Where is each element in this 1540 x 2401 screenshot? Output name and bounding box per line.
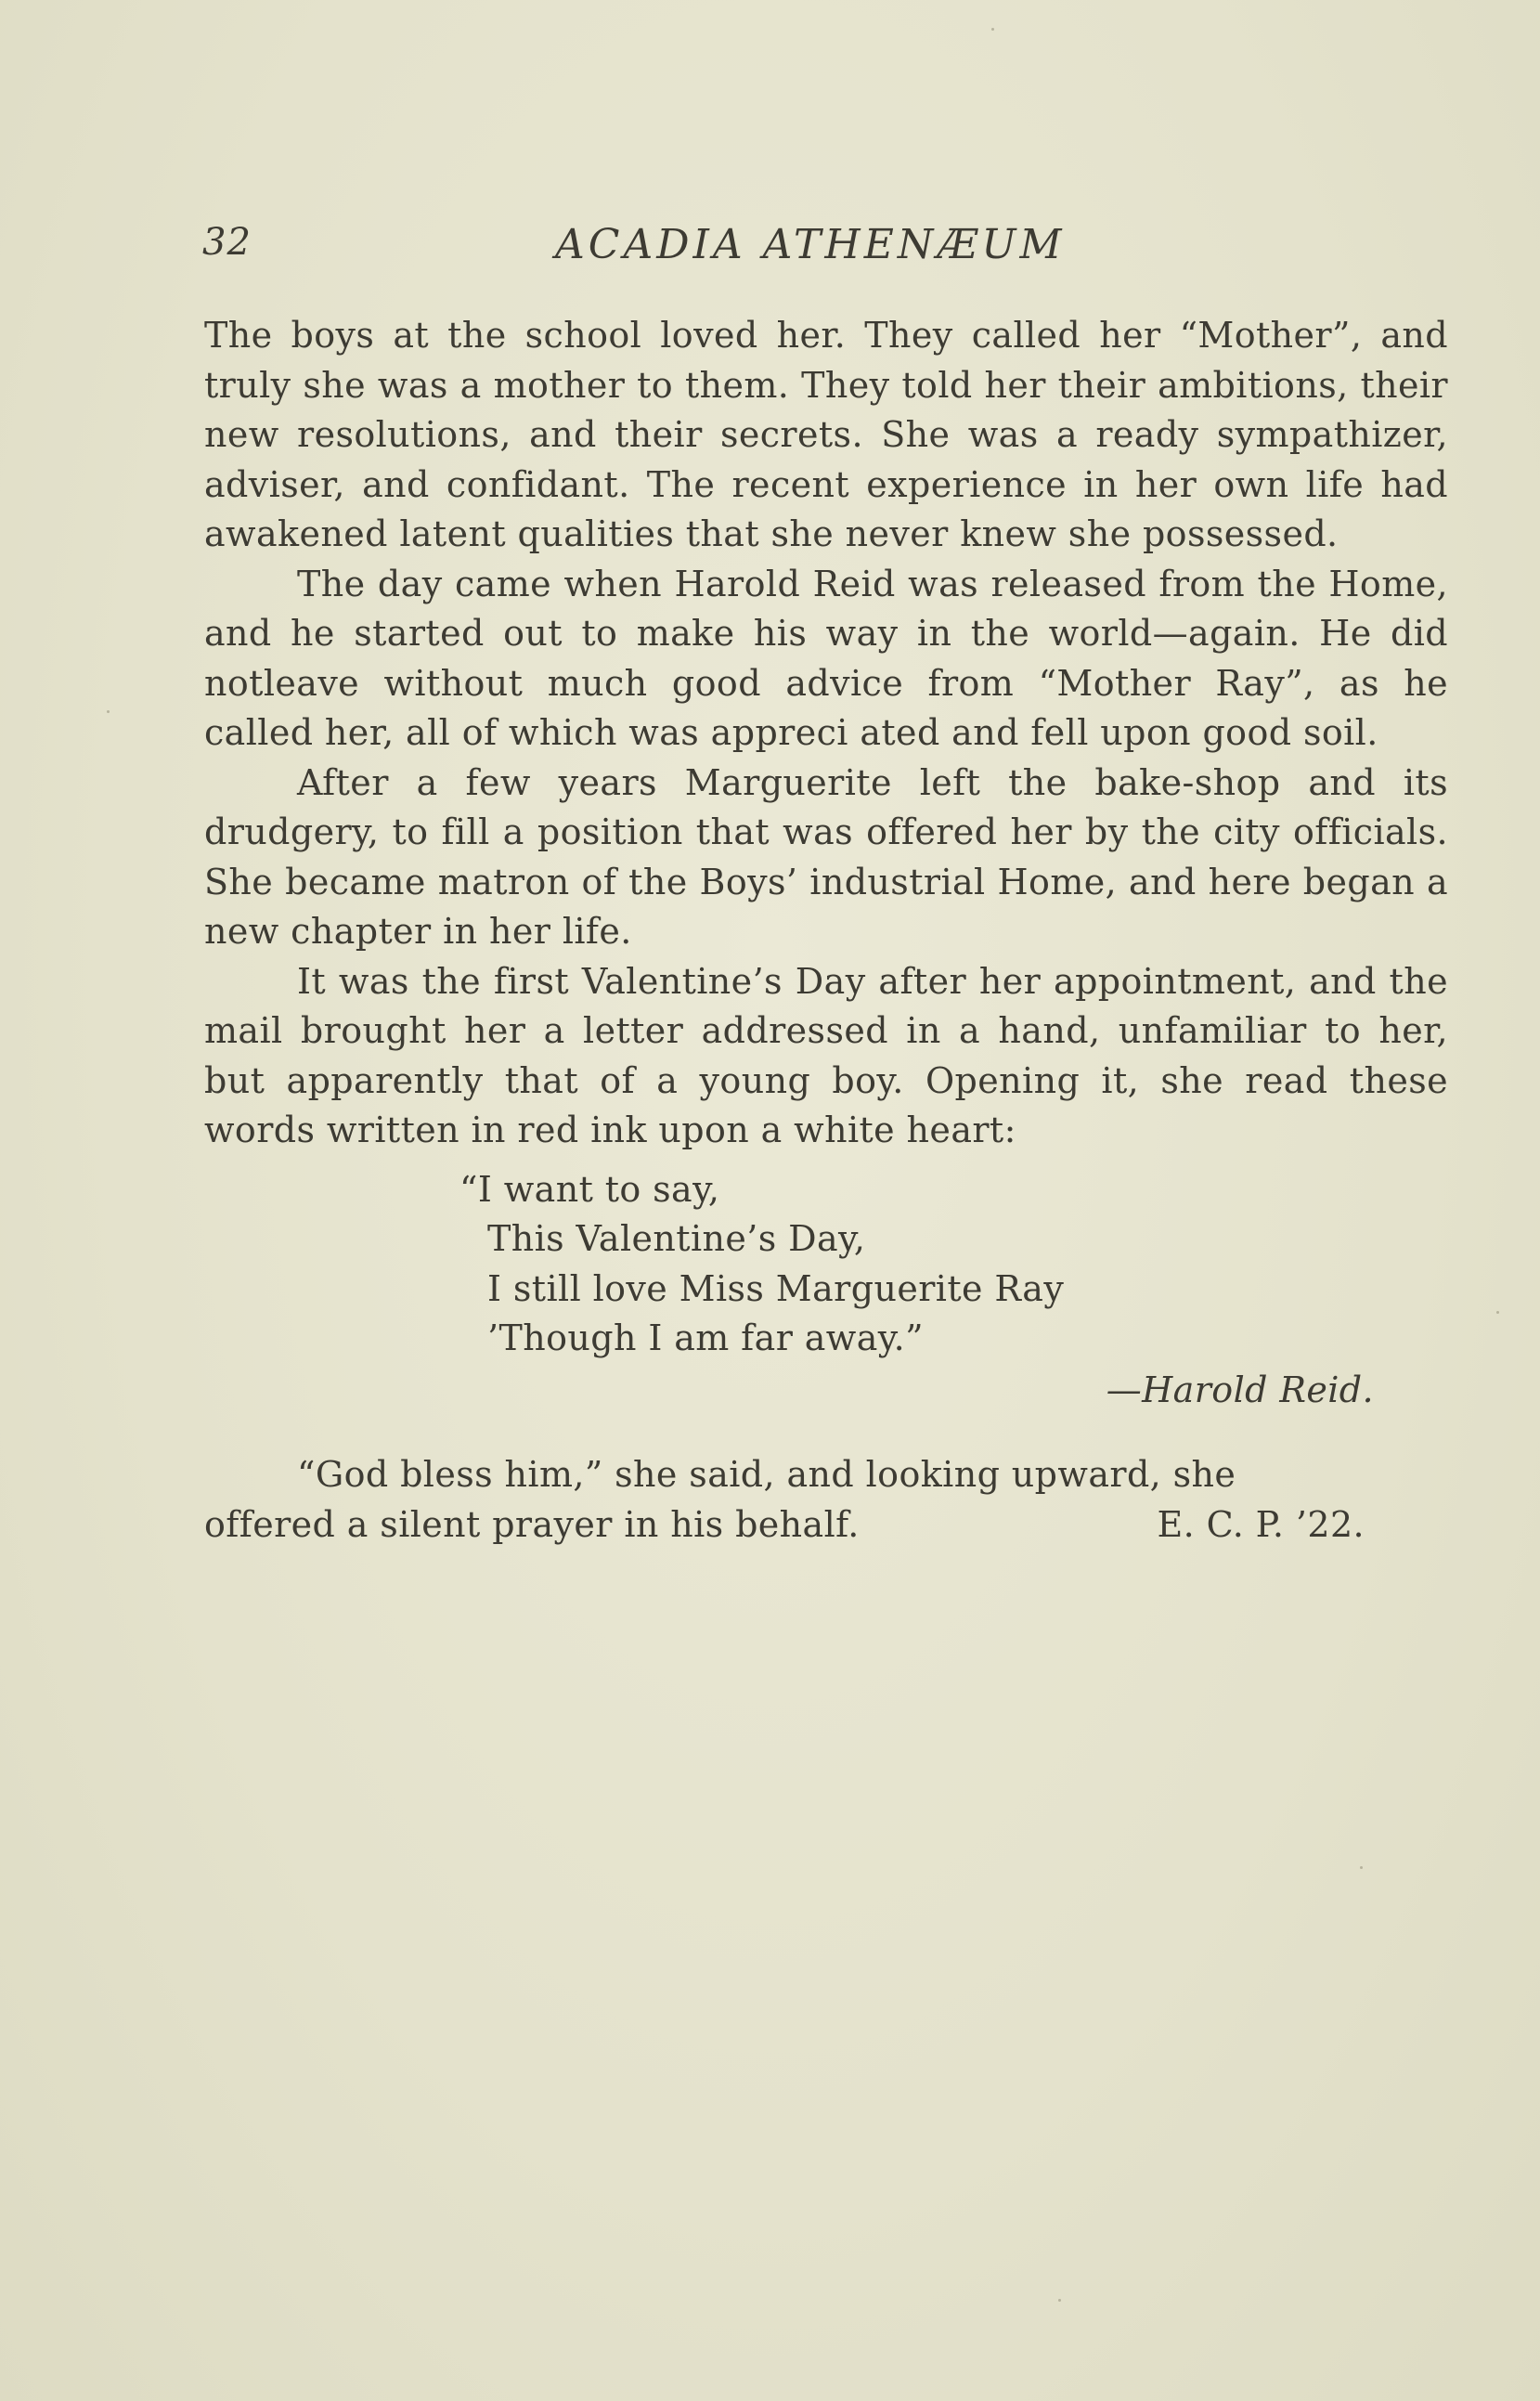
- page-header: [202, 221, 1223, 277]
- running-title: ACADIA ATHENÆUM: [555, 221, 1066, 268]
- poem-line: This Valentine’s Day,: [487, 1218, 866, 1259]
- poem-signature: —Harold Reid.: [1106, 1369, 1374, 1410]
- poem-line: I still love Miss Marguerite Ray: [487, 1267, 1065, 1309]
- page-number: 32: [202, 221, 252, 264]
- valentine-poem: [459, 1165, 1448, 1364]
- article-body: [204, 311, 1448, 1550]
- paragraph-1: The boys at the school loved her. They called her “Mother”, and truly she was a mother to them. They told her their ambitions, their new resolutions, and their secrets. She was a ready sympathizer, adviser, and confidant. The recent experience in her own life had awakened latent qualities that she never knew she possessed.: [204, 315, 1448, 554]
- poem-line: ’Though I am far away.”: [487, 1317, 924, 1358]
- poem-line: “I want to say,: [459, 1168, 720, 1210]
- paper-speck: [1058, 2299, 1061, 2302]
- paper-speck: [1360, 1866, 1363, 1869]
- closing-line: offered a silent prayer in his behalf.: [204, 1503, 860, 1545]
- closing-line: “God bless him,” she said, and looking upward, she: [297, 1454, 1236, 1495]
- paragraph-4: It was the first Valentine’s Day after her appointment, and the mail brought her a letter addressed in a hand, unfamiliar to her, but apparently that of a young boy. Opening it, she read these words written in red ink upon a white heart:: [204, 960, 1448, 1150]
- paper-speck: [1496, 1311, 1499, 1314]
- paper-speck: [107, 710, 110, 713]
- paper-speck: [991, 28, 994, 31]
- closing-paragraph: [204, 1450, 1448, 1550]
- paragraph-2: The day came when Harold Reid was released from the Home, and he started out to make his way in the world—again. He did notleave without much good advice from “Mother Ray”, as he called her, all of which was appreci ated and fell upon good soil.: [204, 563, 1448, 753]
- closing-line-with-initials: [204, 1500, 1448, 1551]
- paragraph-3: After a few years Marguerite left the bake-shop and its drudgery, to fill a position that was offered her by the city officials. She became matron of the Boys’ industrial Home, and here began a new chapter in her life.: [204, 761, 1448, 952]
- author-initials: E. C. P. ’22.: [1157, 1503, 1365, 1545]
